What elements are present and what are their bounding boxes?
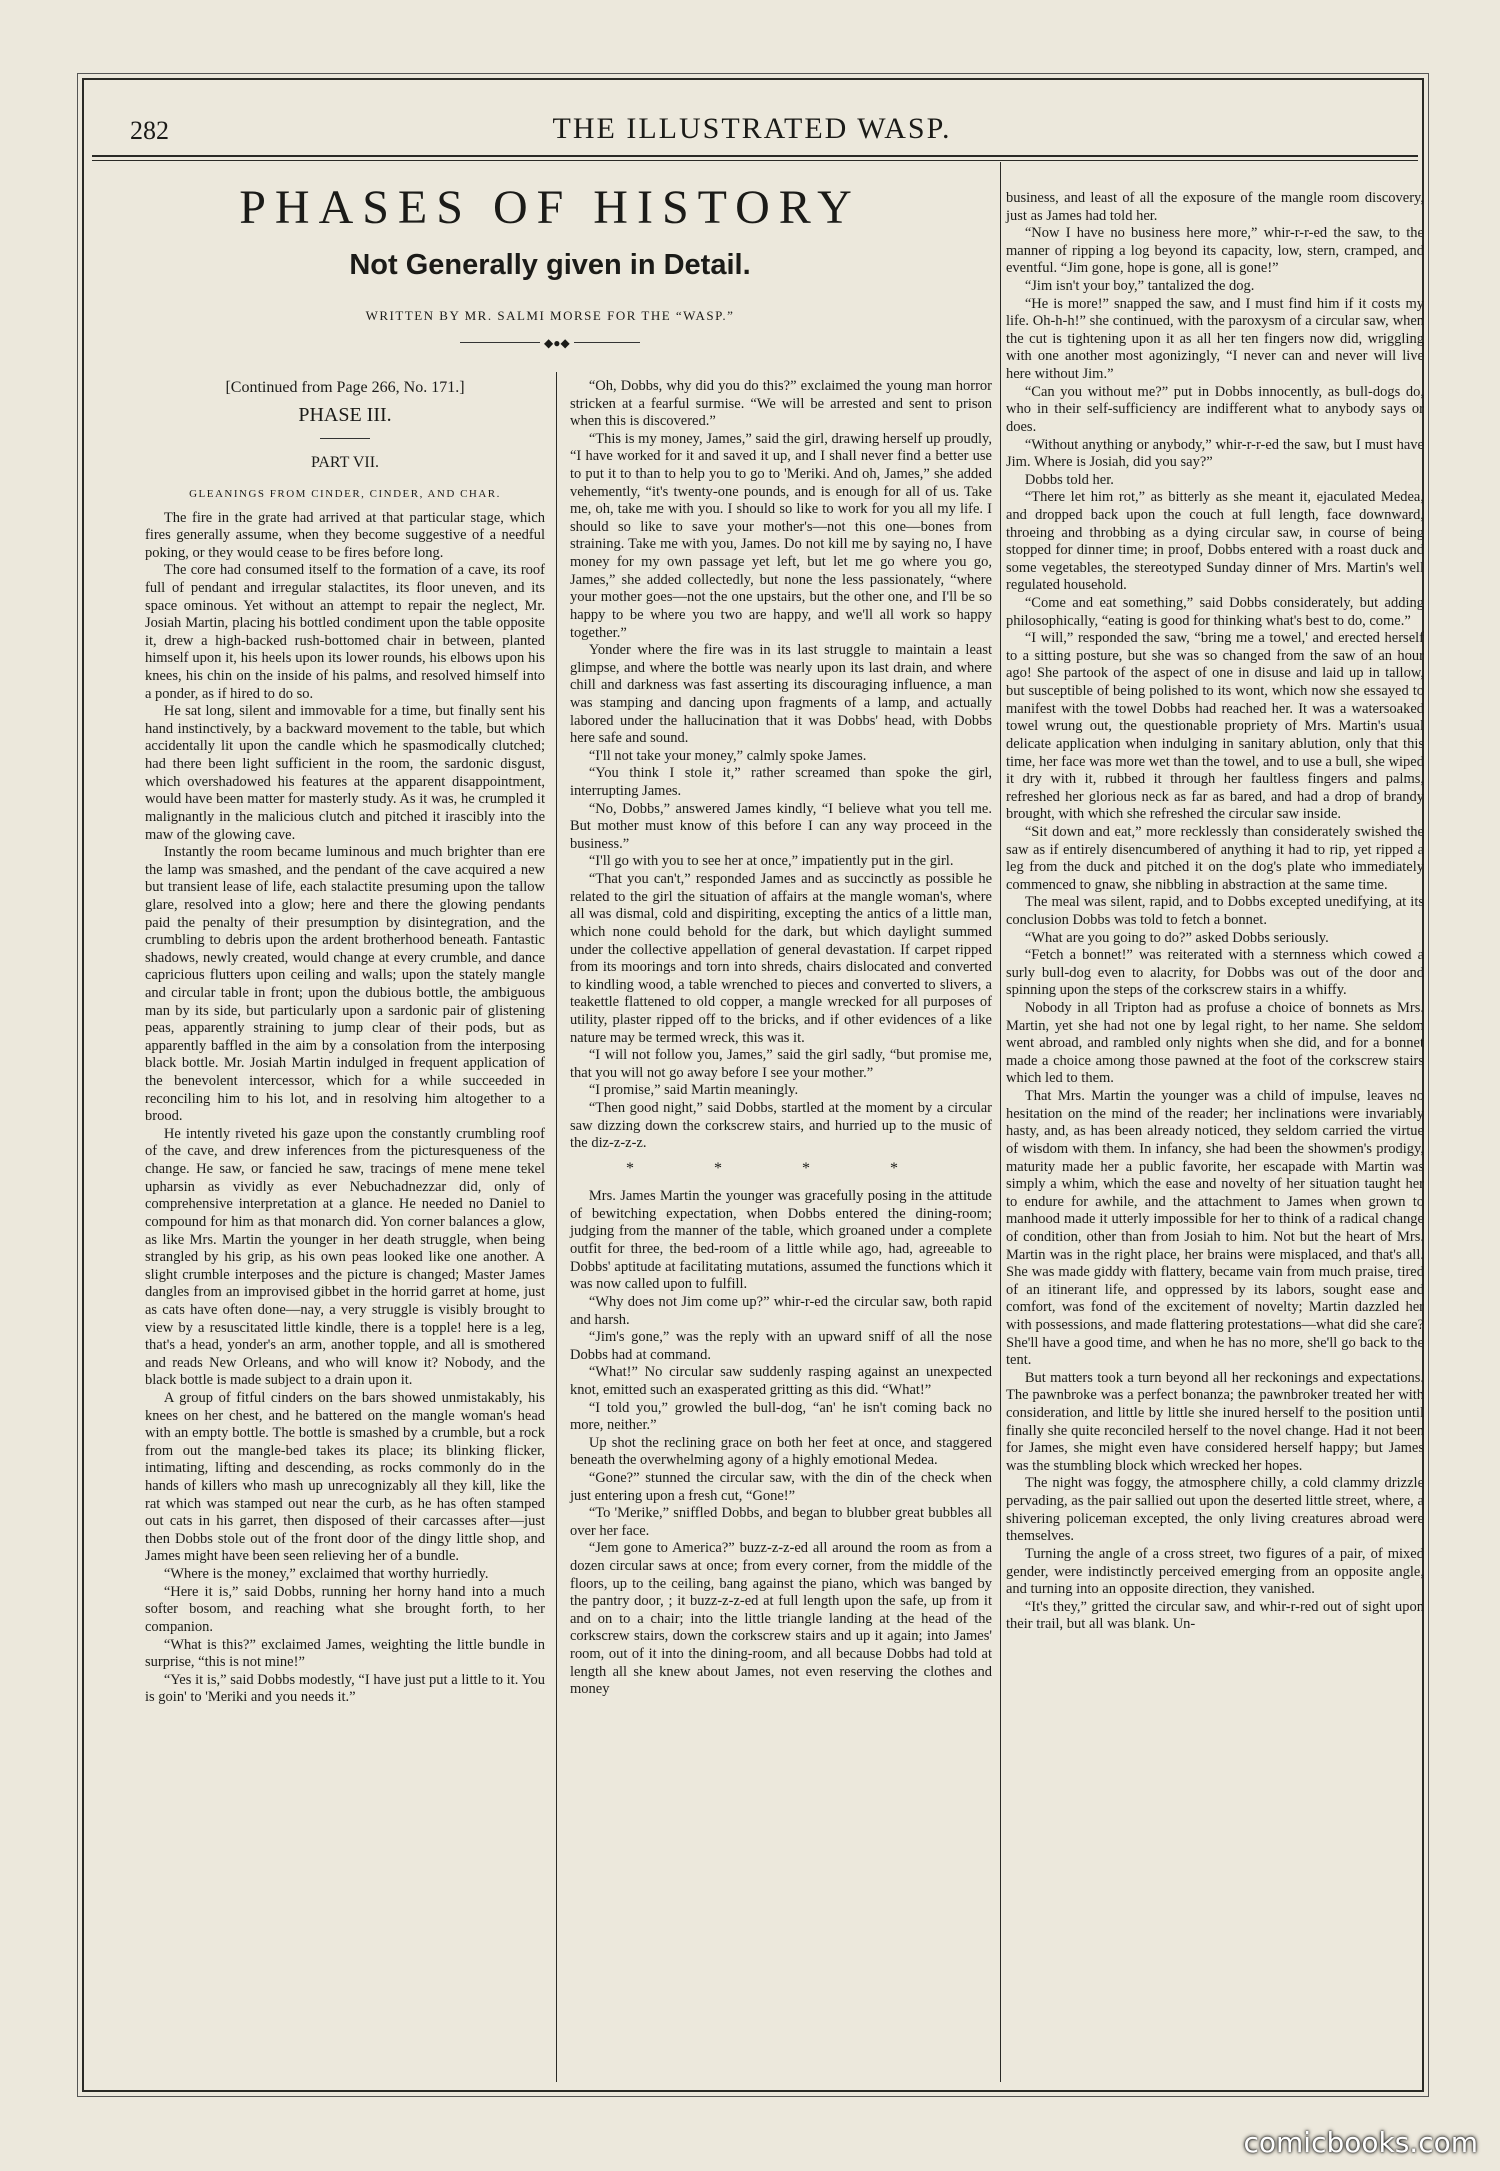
- paragraph: “Jim isn't your boy,” tantalized the dog.: [1024, 278, 1255, 295]
- article-subtitle: Not Generally given in Detail.: [349, 249, 751, 281]
- paragraph: “Why does not Jim come up?” whir-r-ed the circular saw, both rapid and harsh.: [570, 1293, 992, 1328]
- phase-heading: PHASE III.: [298, 404, 392, 427]
- paragraph: But matters took a turn beyond all her reckonings and expectations. The pawnbroke was a perfect bonanza; the pawnbroker treated her with consideration, and little by little she inured herself to the position until finally she quite reconciled herself to the novel change. Had it not been for James, she might even have considered herself happy; but James was the stumbling block which wrecked her hopes.: [1006, 1369, 1424, 1474]
- paragraph: “Here it is,” said Dobbs, running her horny hand into a much softer bosom, and reaching what she brought forth, to her companion.: [145, 1583, 545, 1635]
- paragraph: business, and least of all the exposure of the mangle room discovery, just as James had told her.: [1006, 190, 1424, 224]
- paragraph: “That you can't,” responded James and as succinctly as possible he related to the girl the situation of affairs at the mangle woman's, where all was dismal, cold and dispiriting, excepting the antics of a little man, which none could behold for the dark, but which daylight summed under the collective appellation of general devastation. If carpet ripped from its moorings and torn into shreds, chairs dislocated and converted to kindling wood, a table wrenched to pieces and converted to slivers, a teakettle flattened to old copper, a mangle wrecked for all purposes of utility, plaster ripped off to the bricks, and if other evidences of a like nature may be termed wreck, this was it.: [570, 871, 992, 1046]
- paragraph: The meal was silent, rapid, and to Dobbs excepted unedifying, at its conclusion Dobbs was told to fetch a bonnet.: [1006, 894, 1424, 928]
- paragraph: “You think I stole it,” rather screamed than spoke the girl, interrupting James.: [570, 765, 992, 800]
- paragraph: Instantly the room became luminous and much brighter than ere the lamp was smashed, and the pendant of the cave acquired a new but transient lease of life, each stalactite presuming upon the tallow glare, resolved into a glow; here and there the glowing pendants paid the penalty of their presumption by disintegration, and the crumbling to debris upon the ardent brotherhood beneath. Fantastic shadows, newly created, would change at every crumble, and dance capricious flutters upon ceiling and walls; upon the stately mangle and circular table in front; upon the dubious bottle, the ambiguous man by its side, but particularly upon a sardonic pair of glistening peas, apparently straining to jump clear of their pods, but as apparently baffled in the aim by a consolation from the interposing black bottle. Mr. Josiah Martin indulged in frequent application of the benevolent intercessor, which for a while succeeded in reconciling him to his lot, and in resolving him altogether to a brood.: [145, 844, 545, 1125]
- running-title: THE ILLUSTRATED WASP.: [552, 112, 952, 145]
- paragraph: “It's they,” gritted the circular saw, and whir-r-red out of sight upon their trail, but all was blank. Un-: [1006, 1598, 1424, 1633]
- paragraph: A group of fitful cinders on the bars showed unmistakably, his knees on her chest, and he battered on the mangle woman's head with an empty bottle. The bottle is smashed by a crumble, but a rock from out the mangle-bed takes its place; its blinking flicker, intimating, lifting and descending, as rocks commonly do in the hands of killers who mash up unrecognizably all they kill, like the rat which was stamped out near the curb, as he has often stamped out cats in his garret, then disposed of their carcasses after—just then Dobbs stole out of the front door of the dingy little shop, and James might have been seen relieving her of a bundle.: [145, 1390, 545, 1565]
- paragraph: “Then good night,” said Dobbs, startled at the moment by a circular saw dizzing down the corkscrew stairs, and hurried up to the music of the diz-z-z-z.: [570, 1099, 992, 1152]
- section-break-stars: * * * *: [626, 1159, 936, 1177]
- article-byline: WRITTEN BY MR. SALMI MORSE FOR THE “WASP.”: [365, 308, 735, 323]
- running-header: [92, 110, 1412, 150]
- paragraph: Dobbs told her.: [1024, 471, 1114, 488]
- paragraph: “Yes it is,” said Dobbs modestly, “I have just put a little to it. You is goin' to 'Meriki and you needs it.”: [145, 1671, 545, 1706]
- paragraph: “Gone?” stunned the circular saw, with the din of the check when just entering upon a fresh cut, “Gone!”: [570, 1470, 992, 1504]
- paragraph: “What!” No circular saw suddenly rasping against an unexpected knot, emitted such an exasperated gritting as this did. “What!”: [570, 1364, 992, 1398]
- continued-note: [Continued from Page 266, No. 171.]: [225, 379, 465, 396]
- paragraph: “I'll not take your money,” calmly spoke James.: [588, 747, 867, 764]
- part-heading: PART VII.: [310, 453, 380, 471]
- article-title-block: [100, 180, 1000, 350]
- paragraph: “Can you without me?” put in Dobbs innocently, as bull-dogs do, who in their self-sufficiency are indifferent what to anybody says or does.: [1006, 383, 1424, 435]
- paragraph: “I will not follow you, James,” said the girl sadly, “but promise me, that you will not go away before I see your mother.”: [570, 1047, 992, 1081]
- paragraph: Yonder where the fire was in its last struggle to maintain a least glimpse, and where the bottle was nearly upon its last drain, and where chill and darkness was fast asserting its discouraging influence, a man was stamping and dancing upon fragments of a lamp, and actually labored under the hallucination that it was Dobbs' head, with Dobbs here safe and sound.: [570, 642, 992, 747]
- paragraph: Up shot the reclining grace on both her feet at once, and staggered beneath the overwhelming agony of a highly emotional Medea.: [570, 1434, 992, 1469]
- column-divider-2: [1000, 162, 1001, 2082]
- paragraph: “I will,” responded the saw, “bring me a towel,' and erected herself to a sitting posture, but she was so changed from the saw of an hour ago! She partook of the aspect of one in disuse and laid up in tallow, but susceptible of being polished to its wont, which now she essayed to manifest with the towel Dobbs had reached her. It was a watersoaked towel wrung out, the questionable propriety of Mrs. Martin's usual delicate application when indulging in sanitary ablution, only that this time, her face was more wet than the towel, and to use a bull, she wiped it dry with it, rubbed it through her faultless fingers and palms, refreshed her glorious neck as far as bared, and had a drop of brandy brought, with which she refreshed the circular saw inside.: [1006, 630, 1424, 823]
- paragraph: He intently riveted his gaze upon the constantly crumbling roof of the cave, and drew inferences from the picturesqueness of the change. He saw, or fancied he saw, tracings of mene mene tekel upharsin as vividly as ever Nebuchadnezzar did, only of comprehensive interpretation at a glance. He needed no Daniel to compound for him as that monarch did. Yon corner balances a glow, as like Mrs. Martin the younger in her death struggle, when being strangled by his grip, as his own peas looked like one another. A slight crumble interposes and the picture is changed; Master James dangles from an improvised gibbet in the horrid garret at home, just as cats have often done—nay, a very struggle is visibly brought to view by a resuscitated little kindle, there is a topple! here is a leg, that's a head, yonder's an arm, another topple, and all is smothered and reads New Orleans, and who will know it? Nobody, and the black bottle is made subject to a drain upon it.: [145, 1125, 545, 1389]
- paragraph: Turning the angle of a cross street, two figures of a pair, of mixed gender, were indistinctly perceived emerging from an opposite angle, and turning into an opposite direction, they vanished.: [1006, 1545, 1424, 1598]
- paragraph: “What are you going to do?” asked Dobbs seriously.: [1024, 929, 1329, 946]
- section-rule: [320, 438, 370, 439]
- text-column-2: [570, 378, 992, 1699]
- paragraph: “He is more!” snapped the saw, and I must find him if it costs my life. Oh-h-h!” she continued, with the paroxysm of a circular saw, when the cut is tightening upon it as all her ten fingers now did, wriggling with one another most agonizingly, “I never can and never will live here without Jim.”: [1006, 295, 1424, 383]
- paragraph: Mrs. James Martin the younger was gracefully posing in the attitude of bewitching expectation, when Dobbs entered the dining-room; judging from the manner of the table, which groaned under a complete outfit for three, the bed-room of a little while ago, had, agreeable to Dobbs' aptitude at facilitating mutations, assumed the functions which it was now called upon to fulfill.: [570, 1188, 992, 1293]
- paragraph: “This is my money, James,” said the girl, drawing herself up proudly, “I have worked for it and saved it up, and I shall never find a better use to put it to than to help you to go to 'Meriki. And oh, James,” she added vehemently, “it's twenty-one pounds, and is enough for all of us. Take me, oh, take me with you. I should so like to work for you all my life. I should so like to save your mother's—not this one—bones from straining. Take me with you, James. Do not kill me by saying no, I have money for my own passage yet left, but let me go where you go, James,” she added collectedly, but none the less passionately, “where your mother goes—not the one upstairs, but the other one, and I'll be so happy to be where you two are happy, and we'll all work so happy together.”: [570, 430, 992, 641]
- ornament-rule: [460, 336, 640, 350]
- article-title: PHASES OF HISTORY: [239, 181, 861, 234]
- paragraph: “I'll go with you to see her at once,” impatiently put in the girl.: [588, 853, 954, 870]
- paragraph: That Mrs. Martin the younger was a child of impulse, leaves no hesitation on the mind of the reader; her inclinations were invariably hasty, and, as has been already noticed, they seldom carried the virtue of wisdom with them. In infancy, she had been the showmen's prodigy, maturity made her a public favorite, her escapade with Martin was simply a whim, which the ease and novelty of her situation taught her to endure for awhile, and the attachment to James when grown to manhood made it utterly impossible for her to think of a radical change of condition, other than from Josiah to him. Not but the heart of Mrs. Martin was in the right place, her brains were misplaced, and that's all. She was made giddy with flattery, became vain from much praise, tired of an itinerant life, and oppressed by its labors, sought ease and comfort, was fond of the excitement of novelty; Martin dazzled her with possessions, and made flattering protestations—what did she care? She'll have a good time, and when he has no more, she'll go back to the tent.: [1006, 1088, 1424, 1369]
- watermark: comicbooks.com: [1243, 2126, 1478, 2159]
- header-rule: [92, 155, 1418, 157]
- paragraph: “I told you,” growled the bull-dog, “an' he isn't coming back no more, neither.”: [570, 1399, 992, 1434]
- paragraph: “I promise,” said Martin meaningly.: [588, 1082, 799, 1099]
- paragraph: He sat long, silent and immovable for a time, but finally sent his hand instinctively, by a backward movement to the table, but which accidentally lit upon the candle which he spasmodically clutched; had there been light sufficient in the room, the sardonic disgust, which overshadowed his features at the apparent disappointment, would have been matter for masterly study. As it was, he crumpled it malignantly in the malicious clutch and pitched it irascibly into the maw of the glowing cave.: [145, 703, 545, 843]
- paragraph: “What is this?” exclaimed James, weighting the little bundle in surprise, “this is not mine!”: [145, 1636, 545, 1671]
- paragraph: “Fetch a bonnet!” was reiterated with a sternness which cowed a surly bull-dog even to alacrity, for Dobbs was out of the door and spinning upon the steps of the corkscrew stairs in a whiffy.: [1006, 947, 1424, 999]
- text-column-1: [145, 378, 545, 1707]
- paragraph: “Sit down and eat,” more recklessly than considerately swished the saw as if entirely disencumbered of anything it had to rip, yet ripped a leg from the duck and pitched it on the dog's plate who immediately commenced to gnaw, she nibbling in abstraction at the same time.: [1006, 823, 1424, 893]
- paragraph: “Come and eat something,” said Dobbs considerately, but adding philosophically, “eating is good for thinking what's best to do, come.”: [1006, 595, 1424, 629]
- text-column-3: [1006, 190, 1424, 1634]
- paragraph: “Oh, Dobbs, why did you do this?” exclaimed the young man horror stricken at a fearful surmise. “We will be arrested and sent to prison when this is discovered.”: [570, 378, 992, 430]
- section-subheading: GLEANINGS FROM CINDER, CINDER, AND CHAR.: [189, 488, 501, 501]
- paragraph: “Jim's gone,” was the reply with an upward sniff of all the nose Dobbs had at command.: [570, 1329, 992, 1363]
- column-divider-1: [556, 372, 557, 2082]
- paragraph: The fire in the grate had arrived at that particular stage, which fires generally assume, when they become suggestive of a needful poking, or they would cease to be fires before long.: [145, 509, 545, 561]
- paragraph: The core had consumed itself to the formation of a cave, its roof full of pendant and irregular stalactites, its floor uneven, and its space ominous. Yet without an attempt to repair the neglect, Mr. Josiah Martin, placing his bottled condiment upon the table opposite it, drew a high-backed rush-bottomed chair in between, planted himself upon it, his heels upon its lower rounds, his elbows upon his knees, his chin on the inside of his palms, and resolved himself into a ponder, as if hired to do so.: [145, 562, 545, 702]
- paragraph: “Jem gone to America?” buzz-z-z-ed all around the room as from a dozen circular saws at once; from every corner, from the middle of the floors, up to the ceiling, bang against the piano, which was banged by the pantry door, ; it buzz-z-z-ed at full length upon the safe, up from it and on to a chair; into the little triangle landing at the head of the corkscrew stairs, down the corkscrew stairs and up it again; into James' room, out of it into the dining-room, and all because Dobbs had told at length all she knew about James, not even reserving the clothes and money: [570, 1540, 992, 1698]
- ornament-icon: ◆●◆: [540, 336, 574, 351]
- page-number: 282: [130, 116, 169, 145]
- paragraph: “There let him rot,” as bitterly as she meant it, ejaculated Medea, and dropped back upon the couch at full length, face downward, throeing and throbbing as a dying circular saw, in course of being stopped for dinner time; in proof, Dobbs entered with a roast duck and some vegetables, the stereotyped Sunday dinner of Mrs. Martin's well regulated household.: [1006, 489, 1424, 594]
- paragraph: “To 'Merike,” sniffled Dobbs, and began to blubber great bubbles all over her face.: [570, 1505, 992, 1539]
- paragraph: “No, Dobbs,” answered James kindly, “I believe what you tell me. But mother must know of this before I can any way proceed in the business.”: [570, 800, 992, 852]
- paragraph: The night was foggy, the atmosphere chilly, a cold clammy drizzle pervading, as the pair sallied out upon the deserted little street, where, a shivering policeman excepted, the only living creatures abroad were themselves.: [1006, 1475, 1424, 1545]
- paragraph: “Without anything or anybody,” whir-r-r-ed the saw, but I must have Jim. Where is Josiah, did you say?”: [1006, 436, 1424, 471]
- paragraph: “Where is the money,” exclaimed that worthy hurriedly.: [163, 1566, 489, 1583]
- paragraph: Nobody in all Tripton had as profuse a choice of bonnets as Mrs. Martin, yet she had not one by legal right, to her name. She seldom went abroad, and rambled only nights when she did, and for a bonnet made a choice among those pawned at the foot of the corkscrew stairs which led to them.: [1006, 1000, 1424, 1087]
- header-rule-thin: [92, 160, 1418, 161]
- paragraph: “Now I have no business here more,” whir-r-r-ed the saw, to the manner of ripping a log beyond its capacity, low, stern, cramped, and eventful. “Jim gone, hope is gone, all is gone!”: [1006, 225, 1424, 277]
